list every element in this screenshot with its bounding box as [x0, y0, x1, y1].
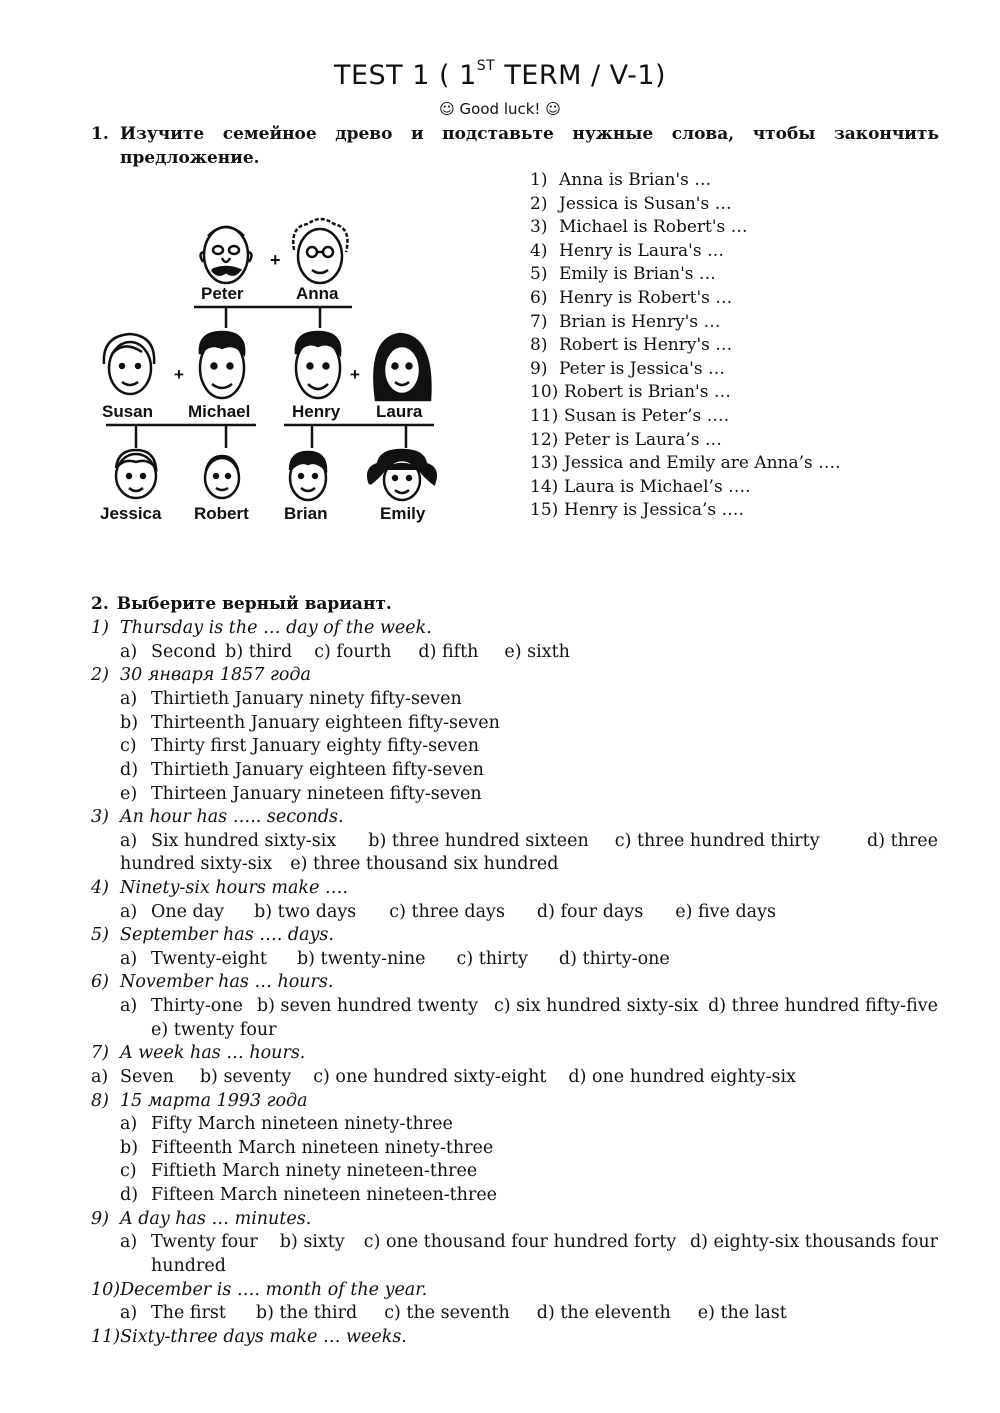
question-1: 1) Thursday is the … day of the week.	[91, 618, 432, 638]
task2-instruction: Выберите верный вариант.	[116, 594, 392, 614]
jessica-face-icon	[116, 450, 156, 498]
plus-sign: +	[174, 365, 184, 384]
question-6-options: a) Thirty-one b) seven hundred twenty c) six hundred sixty-six d) three hundred fifty-five	[120, 996, 938, 1016]
question-9: 9) A day has … minutes.	[91, 1209, 312, 1229]
question-5-options: a) Twenty-eight b) twenty-nine c) thirty d) thirty-one	[120, 949, 670, 969]
plus-sign: +	[270, 250, 281, 270]
tree-name-michael: Michael	[188, 402, 251, 421]
tree-name-emily: Emily	[380, 504, 426, 523]
emily-face-icon	[368, 450, 436, 500]
question-6: 6) November has … hours.	[91, 972, 334, 992]
tree-name-henry: Henry	[292, 402, 341, 421]
list-item: d) Thirtieth January eighteen fifty-seven	[120, 760, 484, 780]
list-item: 9) Peter is Jessica's …	[530, 358, 725, 379]
tree-name-robert: Robert	[194, 504, 249, 523]
tree-name-anna: Anna	[296, 284, 339, 303]
question-4: 4) Ninety-six hours make ….	[91, 878, 348, 898]
question-5: 5) September has …. days.	[91, 925, 334, 945]
list-item: 8) Robert is Henry's …	[530, 335, 733, 356]
list-item: 10) Robert is Brian's …	[530, 382, 731, 403]
question-4-options: a) One day b) two days c) three days d) four days e) five days	[120, 902, 776, 922]
anna-face-icon	[293, 219, 347, 283]
family-tree-diagram	[94, 214, 454, 530]
list-item: a) Thirtieth January ninety fifty-seven	[120, 689, 462, 709]
task1-heading	[91, 122, 939, 170]
task2-number: 2.	[91, 594, 109, 614]
question-11: 11)Sixty-three days make … weeks.	[91, 1327, 407, 1347]
list-item: 3) Michael is Robert's …	[530, 217, 748, 238]
question-7-options: a) Seven b) seventy c) one hundred sixty-eight d) one hundred eighty-six	[91, 1067, 796, 1087]
task1-question-list	[530, 169, 841, 523]
list-item: b) Fifteenth March nineteen ninety-three	[120, 1138, 494, 1158]
list-item: 4) Henry is Laura's …	[530, 240, 724, 261]
question-9-options: a) Twenty four b) sixty c) one thousand four hundred forty d) eighty-six thousands four	[120, 1232, 938, 1252]
list-item: 12) Peter is Laura’s …	[530, 429, 722, 450]
list-item: 13) Jessica and Emily are Anna’s ….	[530, 453, 841, 474]
list-item: 7) Brian is Henry's …	[530, 311, 721, 332]
task1-instruction: Изучите семейное древо и подставьте нужные слова, чтобы закончить предложение.	[120, 124, 939, 168]
list-item: 5) Emily is Brian's …	[530, 264, 716, 285]
list-item: a) Fifty March nineteen ninety-three	[120, 1114, 453, 1134]
list-item: 6) Henry is Robert's …	[530, 287, 733, 308]
peter-face-icon	[201, 227, 252, 283]
brian-face-icon	[290, 452, 326, 500]
task2-heading	[91, 594, 392, 614]
question-6-options-cont: e) twenty four	[151, 1020, 277, 1040]
question-3-options-cont: hundred sixty-six e) three thousand six hundred	[120, 854, 559, 874]
page-title: TEST 1 ( 1ST TERM / V-1)	[333, 58, 667, 91]
susan-face-icon	[104, 334, 154, 394]
question-7: 7) A week has … hours.	[91, 1043, 306, 1063]
question-8: 8) 15 марта 1993 года	[91, 1091, 308, 1111]
robert-face-icon	[205, 456, 239, 498]
list-item: 1) Anna is Brian's …	[530, 170, 712, 190]
question-9-options-cont: hundred	[151, 1256, 226, 1276]
tree-name-brian: Brian	[284, 504, 328, 523]
list-item: 14) Laura is Michael’s ….	[530, 476, 751, 497]
list-item: b) Thirteenth January eighteen fifty-seven	[120, 713, 500, 733]
task1-number: 1.	[91, 124, 109, 144]
list-item: e) Thirteen January nineteen fifty-seven	[120, 784, 482, 804]
tree-connector	[194, 307, 352, 328]
question-3: 3) An hour has ….. seconds.	[91, 807, 344, 827]
question-10: 10)December is …. month of the year.	[91, 1280, 428, 1300]
list-item: c) Fiftieth March ninety nineteen-three	[120, 1161, 478, 1181]
list-item: c) Thirty first January eighty fifty-seven	[120, 736, 479, 756]
list-item: d) Fifteen March nineteen nineteen-three	[120, 1185, 498, 1205]
plus-sign: +	[350, 365, 360, 384]
list-item: 11) Susan is Peter’s ….	[530, 405, 730, 426]
question-3-options: a) Six hundred sixty-six b) three hundred sixteen c) three hundred thirty d) three	[120, 831, 938, 851]
michael-face-icon	[200, 332, 244, 398]
list-item: 15) Henry is Jessica’s ….	[530, 500, 744, 521]
laura-face-icon	[374, 334, 430, 400]
question-2: 2) 30 января 1857 года	[91, 665, 311, 685]
tree-name-laura: Laura	[376, 402, 423, 421]
henry-face-icon	[296, 332, 340, 398]
tree-name-jessica: Jessica	[100, 504, 162, 523]
question-10-options: a) The first b) the third c) the seventh d) the eleventh e) the last	[120, 1303, 787, 1323]
tree-name-peter: Peter	[201, 284, 244, 303]
list-item: 2) Jessica is Susan's …	[530, 193, 732, 214]
question-1-options: a) Second b) third c) fourth d) fifth e) sixth	[120, 642, 570, 662]
tree-name-susan: Susan	[102, 402, 154, 421]
subtitle: ☺ Good luck! ☺	[439, 100, 561, 118]
tree-connector	[106, 425, 434, 448]
